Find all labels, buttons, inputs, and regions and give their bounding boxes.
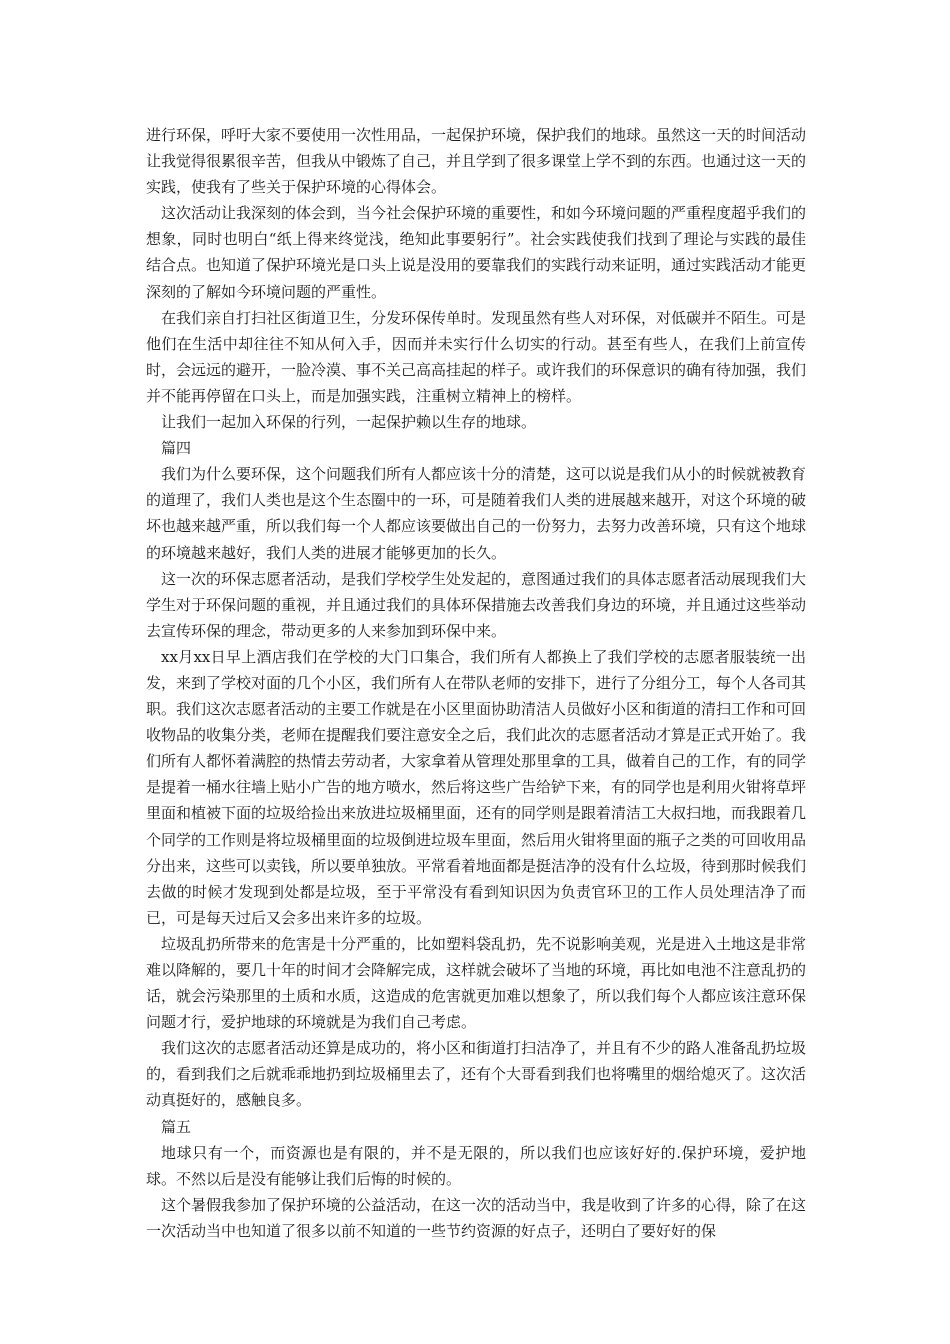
paragraph: 进行环保，呼吁大家不要使用一次性用品，一起保护环境，保护我们的地球。虽然这一天的时间活动让我觉得很累很辛苦，但我从中锻炼了自己，并且学到了很多课堂上学不到的东西。也通过这一天的实践，使我有了些关于保护环境的心得体会。 [146,126,807,197]
paragraph: 让我们一起加入环保的行列，一起保护赖以生存的地球。 [161,413,537,432]
paragraph: 我们为什么要环保，这个问题我们所有人都应该十分的清楚，这可以说是我们从小的时候就被教育的道理了，我们人类也是这个生态圈中的一环，可是随着我们人类的进展越来越开，对这个环境的破坏也越来越严重，所以我们每一个人都应该要做出自己的一份努力，去努力改善环境，只有这个地球的环境越来越好，我们人类的进展才能够更加的长久。 [146,465,807,562]
section-heading: 篇五 [161,1117,192,1136]
section-heading: 篇四 [161,439,192,458]
paragraph: 地球只有一个，而资源也是有限的，并不是无限的，所以我们也应该好好的.保护环境，爱护地球。不然以后是没有能够让我们后悔的时候的。 [146,1143,806,1188]
paragraph: 垃圾乱扔所带来的危害是十分严重的，比如塑料袋乱扔，先不说影响美观，光是进入土地这是非常难以降解的，要几十年的时间才会降解完成，这样就会破坏了当地的环境，再比如电池不注意乱扔的话，就会污染那里的土质和水质，这造成的危害就更加难以想象了，所以我们每个人都应该注意环保问题才行，爱护地球的环境就是为我们自己考虑。 [146,934,807,1032]
paragraph: 这次活动让我深刻的体会到，当今社会保护环境的重要性，和如今环境问题的严重程度超乎我们的想象，同时也明白“纸上得来终觉浅，绝知此事要躬行”。社会实践使我们找到了理论与实践的最佳结合点。也知道了保护环境光是口头上说是没用的要靠我们的实践行动来证明，通过实践活动才能更深刻的了解如今环境问题的严重性。 [146,204,807,301]
paragraph: 这一次的环保志愿者活动，是我们学校学生处发起的，意图通过我们的具体志愿者活动展现我们大学生对于环保问题的重视，并且通过我们的具体环保措施去改善我们身边的环境，并且通过这些举动去宣传环保的理念，带动更多的人来参加到环保中来。 [146,569,807,640]
paragraph: 在我们亲自打扫社区街道卫生，分发环保传单时。发现虽然有些人对环保，对低碳并不陌生。可是他们在生活中却往往不知从何入手，因而并未实行什么切实的行动。甚至有些人，在我们上前宣传时，会远远的避开，一脸冷漠、事不关己高高挂起的样子。或许我们的环保意识的确有待加强，我们并不能再停留在口头上，而是加强实践，注重树立精神上的榜样。 [146,308,807,405]
paragraph: xx月xx日早上酒店我们在学校的大门口集合，我们所有人都换上了我们学校的志愿者服装统一出发，来到了学校对面的几个小区，我们所有人在带队老师的安排下，进行了分组分工，每个人各司其职。我们这次志愿者活动的主要工作就是在小区里面协助清洁人员做好小区和街道的清扫工作和可回收物品的收集分类，老师在提醒我们要注意安全之后，我们此次的志愿者活动才算是正式开始了。我们所有人都怀着满腔的热情去劳动者，大家拿着从管理处那里拿的工具，做着自己的工作，有的同学是提着一桶水往墙上贴小广告的地方喷水，然后将这些广告给铲下来，有的同学也是利用火钳将草坪里面和植被下面的垃圾给捡出来放进垃圾桶里面，还有的同学则是跟着清洁工大叔扫地，而我跟着几个同学的工作则是将垃圾桶里面的垃圾倒进垃圾车里面，然后用火钳将里面的瓶子之类的可回收用品分出来，这些可以卖钱，所以要单独放。平常看着地面都是挺洁净的没有什么垃圾，待到那时候我们去做的时候才发现到处都是垃圾，至于平常没有看到知识因为负责官环卫的工作人员处理洁净了而已，可是每天过后又会多出来许多的垃圾。 [146,647,807,927]
paragraph: 我们这次的志愿者活动还算是成功的，将小区和街道打扫洁净了，并且有不少的路人准备乱扔垃圾的，看到我们之后就乖乖地扔到垃圾桶里去了，还有个大哥看到我们也将嘴里的烟给熄灭了。这次活动真挺好的，感触良多。 [146,1039,807,1110]
document-body [146,122,806,1244]
paragraph: 这个暑假我参加了保护环境的公益活动，在这一次的活动当中，我是收到了许多的心得，除了在这一次活动当中也知道了很多以前不知道的一些节约资源的好点子，还明白了要好好的保 [146,1195,807,1240]
